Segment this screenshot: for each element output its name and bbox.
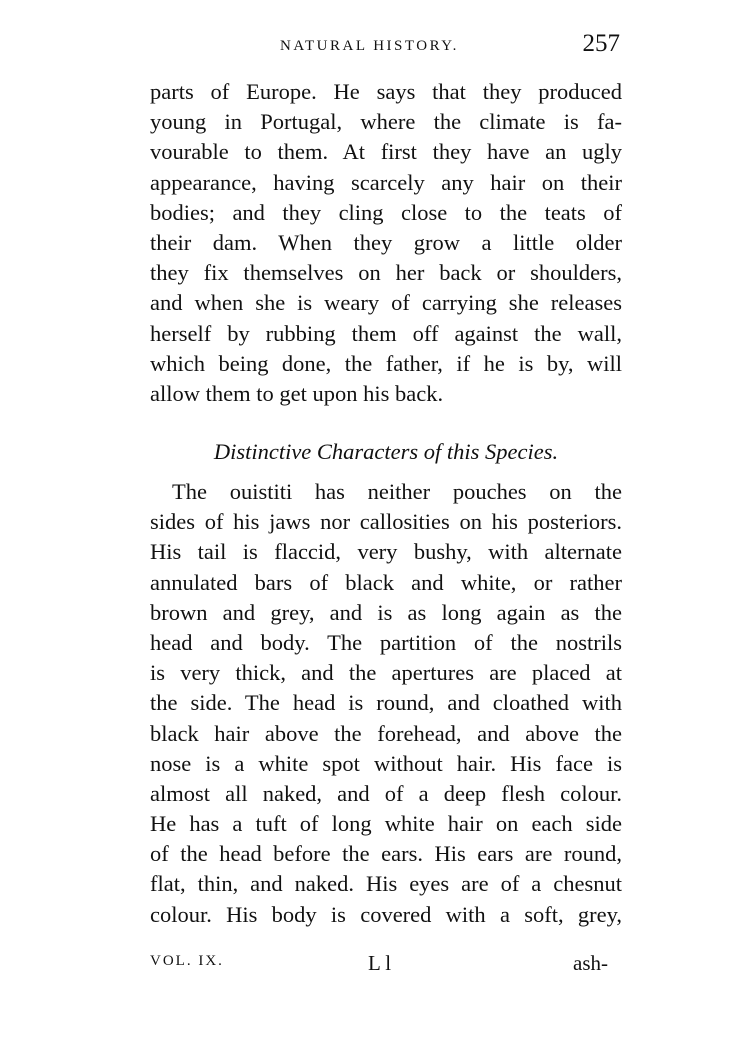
text-line: brown and grey, and is as long again as the (150, 599, 622, 625)
text-line: their dam. When they grow a little older (150, 229, 622, 255)
text-line: His tail is flaccid, very bushy, with alternate (150, 539, 622, 565)
text-line: bodies; and they cling close to the teats of (150, 199, 622, 225)
paragraph-continued (150, 77, 622, 409)
text-line: allow them to get upon his back. (150, 380, 444, 406)
text-line: herself by rubbing them off against the wall, (150, 320, 622, 346)
text-line: is very thick, and the apertures are placed at (150, 660, 622, 686)
text-line: appearance, having scarcely any hair on their (150, 169, 622, 195)
text-line: almost all naked, and of a deep flesh colour. (150, 780, 622, 806)
text-line: vourable to them. At first they have an ugly (150, 139, 622, 165)
text-line: colour. His body is covered with a soft, grey, (150, 901, 622, 927)
paragraph-characters (150, 477, 622, 930)
text-line: annulated bars of black and white, or rather (150, 569, 622, 595)
text-line: flat, thin, and naked. His eyes are of a chesnut (150, 871, 622, 897)
text-line: which being done, the father, if he is by, will (150, 350, 622, 376)
section-subheading: Distinctive Characters of this Species. (213, 439, 559, 464)
volume-label: VOL. IX. (150, 953, 224, 969)
text-line: The ouistiti has neither pouches on the (172, 479, 622, 504)
text-line: they fix themselves on her back or shoulders, (150, 260, 622, 286)
signature-mark: L l (368, 951, 392, 975)
text-line: head and body. The partition of the nostrils (150, 629, 622, 655)
catchword: ash- (573, 951, 608, 975)
text-line: black hair above the forehead, and above the (150, 720, 622, 746)
page-number: 257 (582, 30, 620, 57)
text-line: of the head before the ears. His ears are round, (150, 841, 622, 867)
page-footer (150, 951, 608, 981)
text-line: sides of his jaws nor callosities on his posteriors. (150, 509, 622, 535)
text-line: young in Portugal, where the climate is fa- (150, 109, 622, 135)
running-head (150, 30, 620, 66)
running-title: NATURAL HISTORY. (280, 38, 459, 54)
text-line: the side. The head is round, and cloathed with (150, 690, 622, 716)
text-line: and when she is weary of carrying she releases (150, 290, 622, 316)
text-line: parts of Europe. He says that they produced (150, 79, 622, 104)
text-line: He has a tuft of long white hair on each side (150, 811, 622, 837)
text-line: nose is a white spot without hair. His face is (150, 750, 622, 776)
